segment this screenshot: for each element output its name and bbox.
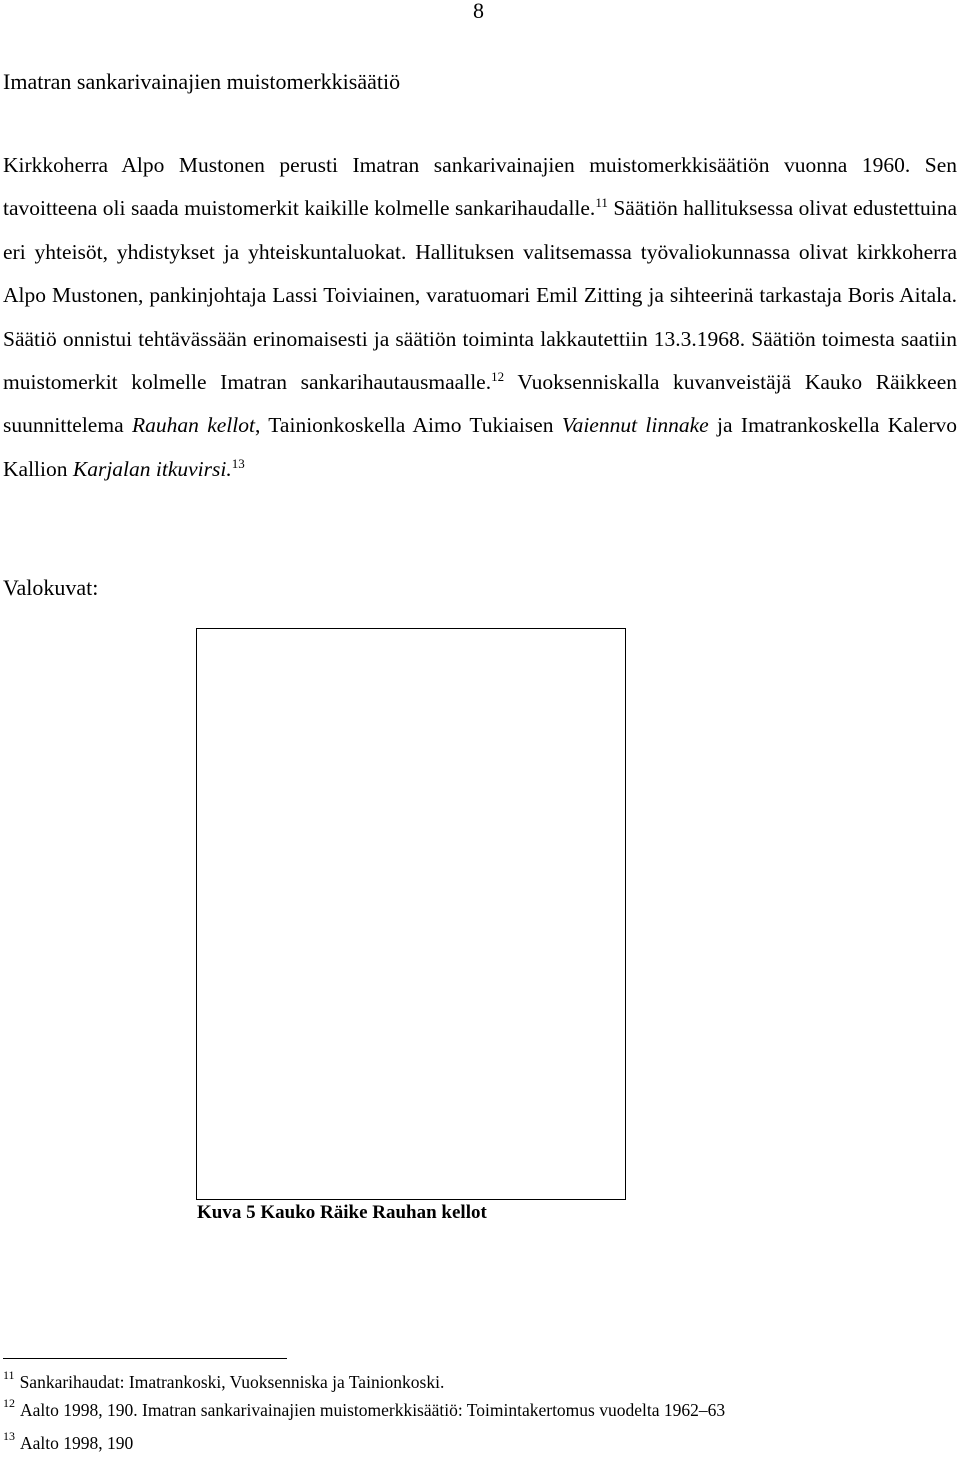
- page-number: 8: [473, 0, 484, 23]
- body-sentence: Säätiön hallituksessa olivat edustettuina eri yhteisöt, yhdistykset ja yhteiskuntaluokat. Hallituksen valitsemassa työvaliokunnassa olivat kirkkoherra Alpo Mustonen, pankinjohtaja Lassi Toiviainen, varatuomari Emil Zitting ja sihteerinä tarkastaja Boris Aitala. Säätiö onnistui tehtävässään erinomaisesti ja säätiön toiminta lakkautettiin 13.3.1968. Säätiön toimesta saatiin muistomerkit kolmelle Imatran sankarihautausmaalle.: [3, 196, 957, 395]
- photo-placeholder: [196, 628, 626, 1200]
- footnote-number: 12: [3, 1396, 15, 1410]
- footnote-divider: [3, 1358, 287, 1359]
- artwork-title: Karjalan itkuvirsi.: [72, 456, 232, 481]
- body-paragraph: [3, 144, 957, 491]
- footnote-number: 11: [3, 1368, 15, 1382]
- footnote-ref: 13: [231, 455, 245, 471]
- footnote-text: Aalto 1998, 190: [20, 1433, 134, 1453]
- artwork-title: Rauhan kellot: [131, 413, 255, 438]
- footnote-ref: 11: [595, 195, 608, 211]
- footnote-number: 13: [3, 1429, 15, 1443]
- body-sentence: Kirkkoherra Alpo Mustonen perusti Imatran sankarivainajien muistomerkkisäätiön vuonna 1960. Sen tavoitteena oli saada muistomerkit kaikille kolmelle sankarihaudalle.: [3, 153, 957, 221]
- footnote-text: Aalto 1998, 190. Imatran sankarivainajien muistomerkkisäätiö: Toimintakertomus vuodelta 1962–63: [20, 1400, 726, 1420]
- artwork-title: Vaiennut linnake: [561, 413, 709, 438]
- footnote: [3, 1368, 445, 1393]
- footnote: [3, 1396, 726, 1421]
- body-sentence: , Tainionkoskella Aimo Tukiaisen: [254, 413, 562, 438]
- footnote: [3, 1429, 134, 1454]
- photos-label: Valokuvat:: [3, 575, 99, 600]
- body-sentence: Vuoksenniskalla kuvanveistäjä Kauko Räikkeen suunnittelema: [3, 370, 957, 438]
- section-heading: Imatran sankarivainajien muistomerkkisäätiö: [3, 69, 401, 94]
- photo-caption: Kuva 5 Kauko Räike Rauhan kellot: [197, 1202, 487, 1223]
- body-sentence: ja Imatrankoskella Kalervo Kallion: [3, 413, 957, 481]
- footnote-text: Sankarihaudat: Imatrankoski, Vuoksenniska ja Tainionkoski.: [19, 1372, 445, 1392]
- footnote-ref: 12: [491, 369, 505, 385]
